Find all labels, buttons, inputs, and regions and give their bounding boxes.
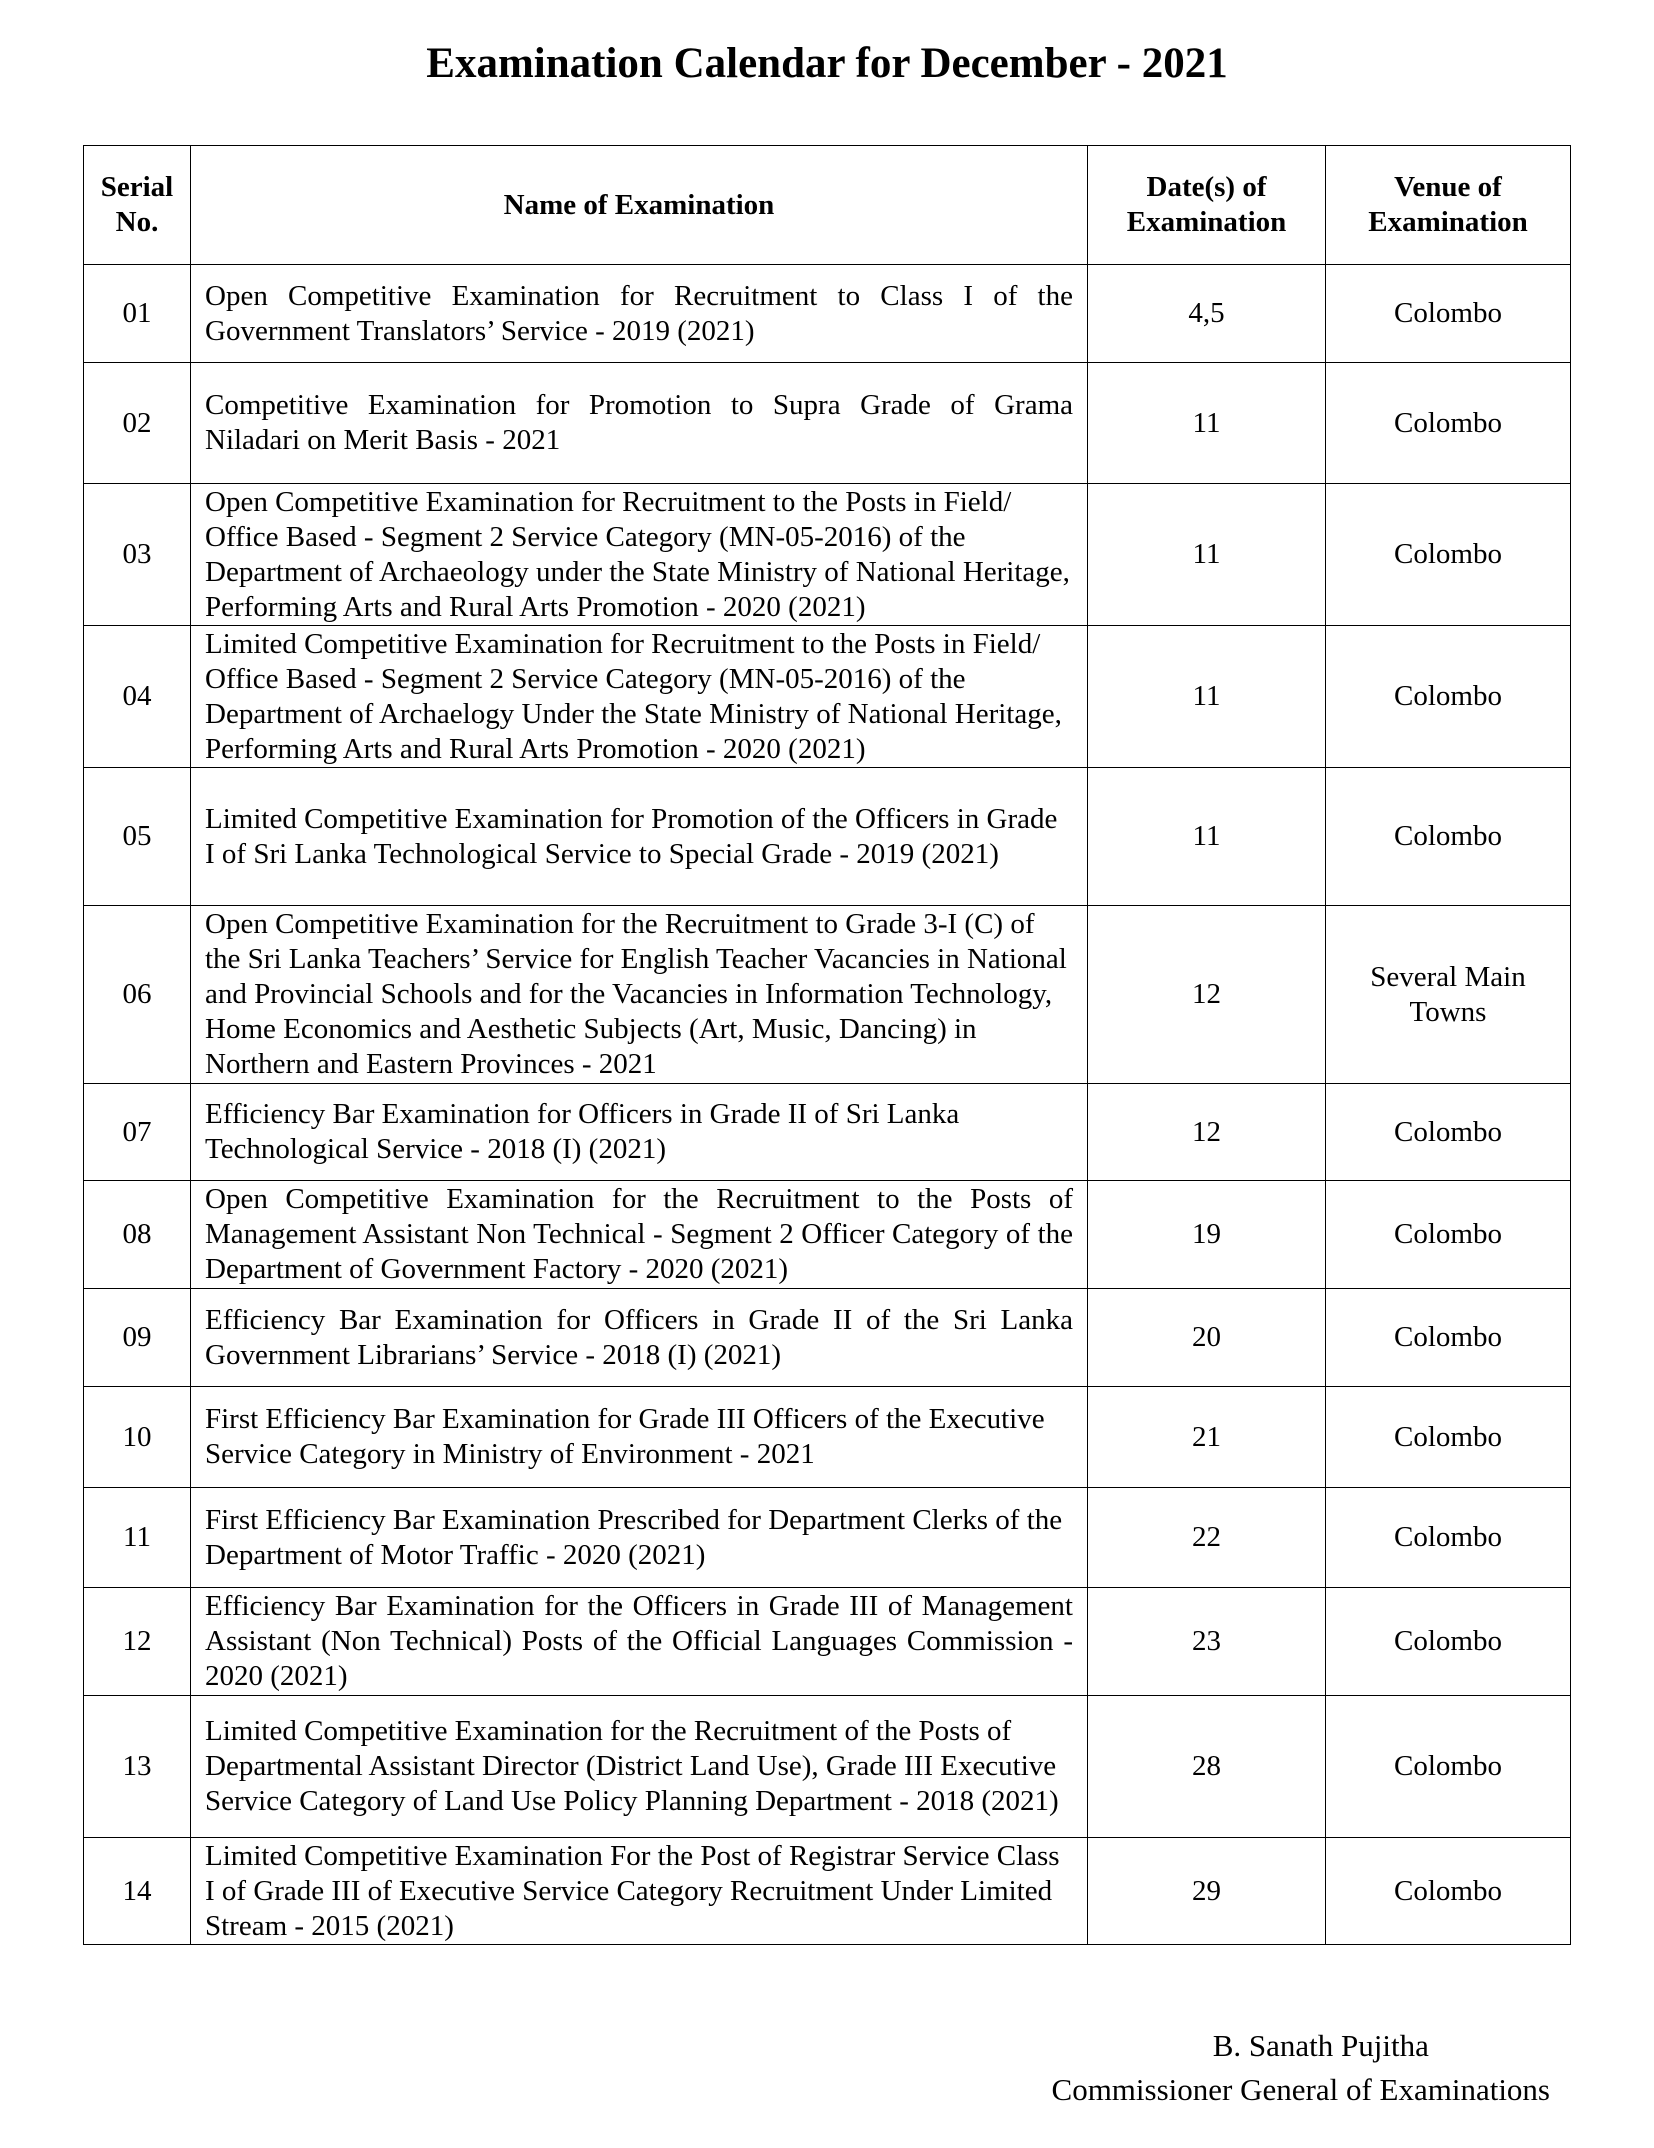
table-row xyxy=(84,1387,1571,1488)
exam-name-cell: Open Competitive Examination for the Recruitment to Grade 3-I (C) of the Sri Lanka Teachers’ Service for English Teacher Vacancies in National and Provincial Schools and for the Vacancies in Information Technology, Home Economics and Aesthetic Subjects (Art, Music, Dancing) in Northern and Eastern Provinces - 2021 xyxy=(191,906,1088,1084)
exam-date-cell: 22 xyxy=(1088,1488,1326,1588)
exam-date-cell: 11 xyxy=(1088,363,1326,484)
serial-no-cell: 01 xyxy=(84,265,191,363)
exam-name-cell: Limited Competitive Examination for Promotion of the Officers in Grade I of Sri Lanka Technological Service to Special Grade - 2019 (2021) xyxy=(191,768,1088,906)
exam-name-cell: First Efficiency Bar Examination Prescribed for Department Clerks of the Department of Motor Traffic - 2020 (2021) xyxy=(191,1488,1088,1588)
exam-name-cell: Competitive Examination for Promotion to Supra Grade of Grama Niladari on Merit Basis - 2021 xyxy=(191,363,1088,484)
table-row xyxy=(84,768,1571,906)
header-name-of-examination: Name of Examination xyxy=(191,146,1088,265)
exam-venue-cell: Colombo xyxy=(1326,1838,1571,1945)
exam-date-cell: 11 xyxy=(1088,768,1326,906)
examination-table xyxy=(83,145,1571,1945)
exam-name-cell: Limited Competitive Examination for the Recruitment of the Posts of Departmental Assistant Director (District Land Use), Grade III Executive Service Category of Land Use Policy Planning Department - 2018 (2021) xyxy=(191,1696,1088,1838)
table-row xyxy=(84,363,1571,484)
table-row xyxy=(84,1084,1571,1181)
signatory-title: Commissioner General of Examinations xyxy=(1051,2072,1550,2107)
serial-no-cell: 12 xyxy=(84,1588,191,1696)
serial-no-cell: 09 xyxy=(84,1289,191,1387)
table-row xyxy=(84,484,1571,626)
serial-no-cell: 03 xyxy=(84,484,191,626)
exam-date-cell: 11 xyxy=(1088,484,1326,626)
exam-name-cell: Efficiency Bar Examination for the Officers in Grade III of Management Assistant (Non Technical) Posts of the Official Languages Commission - 2020 (2021) xyxy=(191,1588,1088,1696)
exam-name-cell: Efficiency Bar Examination for Officers in Grade II of Sri Lanka Technological Service - 2018 (I) (2021) xyxy=(191,1084,1088,1181)
exam-name-cell: Open Competitive Examination for the Recruitment to the Posts of Management Assistant Non Technical - Segment 2 Officer Category of the Department of Government Factory - 2020 (2021) xyxy=(191,1181,1088,1289)
exam-name-cell: First Efficiency Bar Examination for Grade III Officers of the Executive Service Category in Ministry of Environment - 2021 xyxy=(191,1387,1088,1488)
exam-venue-cell: Colombo xyxy=(1326,768,1571,906)
exam-venue-cell: Colombo xyxy=(1326,1588,1571,1696)
table-row xyxy=(84,1488,1571,1588)
exam-venue-cell: Several Main Towns xyxy=(1326,906,1571,1084)
serial-no-cell: 11 xyxy=(84,1488,191,1588)
serial-no-cell: 14 xyxy=(84,1838,191,1945)
exam-venue-cell: Colombo xyxy=(1326,1084,1571,1181)
serial-no-cell: 13 xyxy=(84,1696,191,1838)
exam-date-cell: 29 xyxy=(1088,1838,1326,1945)
exam-date-cell: 12 xyxy=(1088,1084,1326,1181)
table-row xyxy=(84,1588,1571,1696)
table-row xyxy=(84,265,1571,363)
exam-venue-cell: Colombo xyxy=(1326,1289,1571,1387)
exam-date-cell: 28 xyxy=(1088,1696,1326,1838)
exam-name-cell: Open Competitive Examination for Recruitment to the Posts in Field/ Office Based - Segment 2 Service Category (MN-05-2016) of the Department of Archaeology under the State Ministry of National Heritage, Performing Arts and Rural Arts Promotion - 2020 (2021) xyxy=(191,484,1088,626)
table-row xyxy=(84,1838,1571,1945)
exam-date-cell: 21 xyxy=(1088,1387,1326,1488)
serial-no-cell: 05 xyxy=(84,768,191,906)
serial-no-cell: 10 xyxy=(84,1387,191,1488)
exam-venue-cell: Colombo xyxy=(1326,265,1571,363)
table-header-row xyxy=(84,146,1571,265)
exam-venue-cell: Colombo xyxy=(1326,1696,1571,1838)
table-row xyxy=(84,1181,1571,1289)
exam-venue-cell: Colombo xyxy=(1326,1181,1571,1289)
serial-no-cell: 06 xyxy=(84,906,191,1084)
exam-name-cell: Efficiency Bar Examination for Officers in Grade II of the Sri Lanka Government Librarians’ Service - 2018 (I) (2021) xyxy=(191,1289,1088,1387)
exam-name-cell: Limited Competitive Examination for Recruitment to the Posts in Field/ Office Based - Segment 2 Service Category (MN-05-2016) of the Department of Archaelogy Under the State Ministry of National Heritage, Performing Arts and Rural Arts Promotion - 2020 (2021) xyxy=(191,626,1088,768)
header-serial-no: Serial No. xyxy=(84,146,191,265)
exam-venue-cell: Colombo xyxy=(1326,626,1571,768)
exam-venue-cell: Colombo xyxy=(1326,1488,1571,1588)
exam-date-cell: 11 xyxy=(1088,626,1326,768)
exam-venue-cell: Colombo xyxy=(1326,1387,1571,1488)
header-dates-of-examination: Date(s) of Examination xyxy=(1088,146,1326,265)
serial-no-cell: 08 xyxy=(84,1181,191,1289)
table-row xyxy=(84,1289,1571,1387)
serial-no-cell: 02 xyxy=(84,363,191,484)
header-venue-of-examination: Venue of Examination xyxy=(1326,146,1571,265)
signature-block xyxy=(1052,2024,1550,2112)
exam-venue-cell: Colombo xyxy=(1326,484,1571,626)
table-row xyxy=(84,626,1571,768)
exam-date-cell: 4,5 xyxy=(1088,265,1326,363)
exam-date-cell: 12 xyxy=(1088,906,1326,1084)
serial-no-cell: 04 xyxy=(84,626,191,768)
exam-date-cell: 23 xyxy=(1088,1588,1326,1696)
exam-name-cell: Limited Competitive Examination For the Post of Registrar Service Class I of Grade III of Executive Service Category Recruitment Under Limited Stream - 2015 (2021) xyxy=(191,1838,1088,1945)
table-row xyxy=(84,906,1571,1084)
exam-date-cell: 20 xyxy=(1088,1289,1326,1387)
table-row xyxy=(84,1696,1571,1838)
page-title: Examination Calendar for December - 2021 xyxy=(426,40,1228,87)
signatory-name: B. Sanath Pujitha xyxy=(1212,2028,1429,2063)
serial-no-cell: 07 xyxy=(84,1084,191,1181)
exam-venue-cell: Colombo xyxy=(1326,363,1571,484)
exam-name-cell: Open Competitive Examination for Recruitment to Class I of the Government Translators’ Service - 2019 (2021) xyxy=(191,265,1088,363)
exam-date-cell: 19 xyxy=(1088,1181,1326,1289)
